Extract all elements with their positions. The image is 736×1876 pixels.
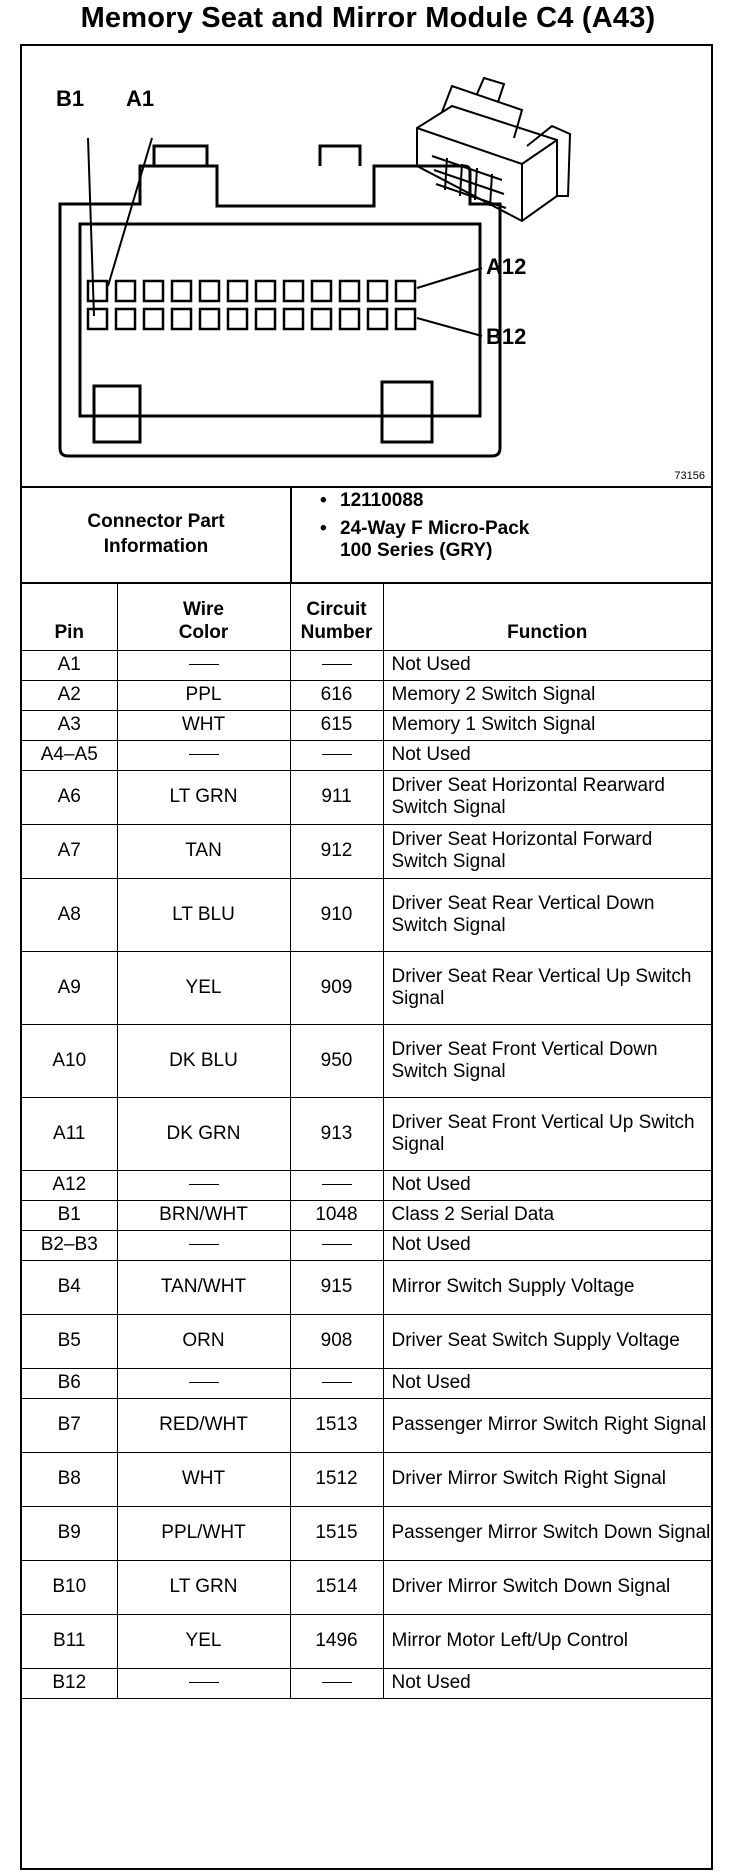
pin-cell: A1 — [22, 650, 117, 680]
table-row — [22, 770, 711, 824]
wire-color-cell: DK GRN — [117, 1097, 290, 1170]
function-cell: Passenger Mirror Switch Down Signal — [383, 1506, 711, 1560]
function-cell: Driver Seat Rear Vertical Down Switch Signal — [383, 878, 711, 951]
wire-color-cell: WHT — [117, 1452, 290, 1506]
wire-color-cell: ORN — [117, 1314, 290, 1368]
function-cell: Mirror Switch Supply Voltage — [383, 1260, 711, 1314]
table-row — [22, 1230, 711, 1260]
pinout-header-row — [22, 582, 711, 650]
table-row — [22, 1506, 711, 1560]
part-number: • 12110088 — [292, 490, 711, 512]
row-a-cavities — [88, 281, 415, 301]
pin-cell: B1 — [22, 1200, 117, 1230]
wire-color-cell: WHT — [117, 710, 290, 740]
empty-dash — [322, 1382, 352, 1383]
table-row — [22, 1560, 711, 1614]
function-cell: Not Used — [383, 1170, 711, 1200]
circuit-number-cell: 909 — [290, 951, 383, 1024]
header-circuit-number: Circuit Number — [290, 582, 383, 650]
connector-3d-view — [417, 78, 570, 221]
empty-dash — [322, 754, 352, 755]
pin-cell: A9 — [22, 951, 117, 1024]
wire-color-cell: LT BLU — [117, 878, 290, 951]
header-wire-color: Wire Color — [117, 582, 290, 650]
function-cell: Not Used — [383, 1368, 711, 1398]
circuit-number-cell: 1048 — [290, 1200, 383, 1230]
connector-description-line1: • 24-Way F Micro-Pack — [292, 518, 711, 540]
connector-part-heading — [22, 486, 292, 582]
circuit-number-cell — [290, 650, 383, 680]
function-cell: Driver Mirror Switch Down Signal — [383, 1560, 711, 1614]
pin-cell: B10 — [22, 1560, 117, 1614]
empty-dash — [322, 664, 352, 665]
pin-cell: A6 — [22, 770, 117, 824]
pin-cell: A2 — [22, 680, 117, 710]
empty-dash — [322, 1244, 352, 1245]
circuit-number-cell: 1513 — [290, 1398, 383, 1452]
header-pin: Pin — [22, 582, 117, 650]
function-cell: Class 2 Serial Data — [383, 1200, 711, 1230]
pin-cell: A4–A5 — [22, 740, 117, 770]
table-row — [22, 1614, 711, 1668]
pin-cell: B11 — [22, 1614, 117, 1668]
circuit-number-cell: 1496 — [290, 1614, 383, 1668]
wire-color-cell — [117, 1170, 290, 1200]
wire-color-cell: TAN — [117, 824, 290, 878]
table-row — [22, 878, 711, 951]
pin-cell: A11 — [22, 1097, 117, 1170]
pin-cell: B4 — [22, 1260, 117, 1314]
wire-color-cell — [117, 1668, 290, 1698]
connector-part-information — [22, 486, 711, 584]
table-row — [22, 710, 711, 740]
empty-dash — [189, 664, 219, 665]
connector-description-line2: 100 Series (GRY) — [340, 540, 493, 561]
table-row — [22, 740, 711, 770]
connector-sheet — [20, 44, 713, 1870]
circuit-number-cell: 1514 — [290, 1560, 383, 1614]
circuit-number-cell: 615 — [290, 710, 383, 740]
wire-color-cell: YEL — [117, 951, 290, 1024]
page-title: Memory Seat and Mirror Module C4 (A43) — [80, 2, 656, 34]
connector-part-heading-text: Connector Part Information — [87, 511, 225, 557]
function-cell: Memory 1 Switch Signal — [383, 710, 711, 740]
pin-cell: A7 — [22, 824, 117, 878]
table-row — [22, 1024, 711, 1097]
connector-diagram — [22, 46, 711, 488]
function-cell: Not Used — [383, 650, 711, 680]
circuit-number-cell: 1512 — [290, 1452, 383, 1506]
table-row — [22, 1200, 711, 1230]
table-row — [22, 680, 711, 710]
circuit-number-cell — [290, 1668, 383, 1698]
table-row — [22, 1452, 711, 1506]
wire-color-cell: LT GRN — [117, 1560, 290, 1614]
wire-color-cell: RED/WHT — [117, 1398, 290, 1452]
function-cell: Not Used — [383, 1230, 711, 1260]
wire-color-cell: YEL — [117, 1614, 290, 1668]
label-a12: A12 — [486, 254, 527, 279]
circuit-number-cell: 910 — [290, 878, 383, 951]
circuit-number-cell: 911 — [290, 770, 383, 824]
empty-dash — [322, 1184, 352, 1185]
circuit-number-cell: 913 — [290, 1097, 383, 1170]
function-cell: Driver Seat Horizontal Forward Switch Signal — [383, 824, 711, 878]
table-row — [22, 951, 711, 1024]
function-cell: Not Used — [383, 1668, 711, 1698]
circuit-number-cell: 915 — [290, 1260, 383, 1314]
function-cell: Driver Seat Rear Vertical Up Switch Signal — [383, 951, 711, 1024]
function-cell: Driver Seat Horizontal Rearward Switch Signal — [383, 770, 711, 824]
table-row — [22, 1314, 711, 1368]
wire-color-cell: DK BLU — [117, 1024, 290, 1097]
circuit-number-cell: 908 — [290, 1314, 383, 1368]
function-cell: Driver Seat Front Vertical Up Switch Signal — [383, 1097, 711, 1170]
pin-cell: B5 — [22, 1314, 117, 1368]
function-cell: Passenger Mirror Switch Right Signal — [383, 1398, 711, 1452]
label-a1: A1 — [126, 86, 155, 111]
circuit-number-cell — [290, 1230, 383, 1260]
table-row — [22, 1097, 711, 1170]
table-row — [22, 1368, 711, 1398]
figure-number: 73156 — [674, 470, 705, 482]
pin-cell: A8 — [22, 878, 117, 951]
label-b12: B12 — [486, 324, 527, 349]
circuit-number-cell — [290, 740, 383, 770]
table-row — [22, 1170, 711, 1200]
wire-color-cell — [117, 740, 290, 770]
empty-dash — [189, 1184, 219, 1185]
wire-color-cell — [117, 1368, 290, 1398]
circuit-number-cell: 950 — [290, 1024, 383, 1097]
function-cell: Memory 2 Switch Signal — [383, 680, 711, 710]
row-b-cavities — [88, 309, 415, 329]
pin-cell: A10 — [22, 1024, 117, 1097]
circuit-number-cell: 1515 — [290, 1506, 383, 1560]
pin-cell: B8 — [22, 1452, 117, 1506]
wire-color-cell: PPL/WHT — [117, 1506, 290, 1560]
circuit-number-cell: 616 — [290, 680, 383, 710]
connector-face-drawing — [22, 46, 711, 486]
pin-cell: B2–B3 — [22, 1230, 117, 1260]
circuit-number-cell: 912 — [290, 824, 383, 878]
function-cell: Mirror Motor Left/Up Control — [383, 1614, 711, 1668]
pin-cell: B6 — [22, 1368, 117, 1398]
empty-dash — [189, 1244, 219, 1245]
empty-dash — [189, 1682, 219, 1683]
wire-color-cell: PPL — [117, 680, 290, 710]
wire-color-cell — [117, 650, 290, 680]
function-cell: Driver Seat Switch Supply Voltage — [383, 1314, 711, 1368]
empty-dash — [189, 754, 219, 755]
function-cell: Not Used — [383, 740, 711, 770]
pinout-table — [22, 582, 711, 1699]
table-row — [22, 650, 711, 680]
label-b1: B1 — [56, 86, 85, 111]
circuit-number-cell — [290, 1368, 383, 1398]
table-row — [22, 1668, 711, 1698]
pin-cell: B12 — [22, 1668, 117, 1698]
pin-cell: A3 — [22, 710, 117, 740]
table-row — [22, 1398, 711, 1452]
table-row — [22, 1260, 711, 1314]
circuit-number-cell — [290, 1170, 383, 1200]
header-function: Function — [383, 582, 711, 650]
wire-color-cell — [117, 1230, 290, 1260]
empty-dash — [322, 1682, 352, 1683]
wire-color-cell: TAN/WHT — [117, 1260, 290, 1314]
pin-cell: B7 — [22, 1398, 117, 1452]
pinout-rows — [22, 650, 711, 1698]
pin-cell: B9 — [22, 1506, 117, 1560]
wire-color-cell: BRN/WHT — [117, 1200, 290, 1230]
wire-color-cell: LT GRN — [117, 770, 290, 824]
empty-dash — [189, 1382, 219, 1383]
function-cell: Driver Seat Front Vertical Down Switch Signal — [383, 1024, 711, 1097]
pin-cell: A12 — [22, 1170, 117, 1200]
table-row — [22, 824, 711, 878]
connector-part-details — [292, 486, 711, 582]
function-cell: Driver Mirror Switch Right Signal — [383, 1452, 711, 1506]
